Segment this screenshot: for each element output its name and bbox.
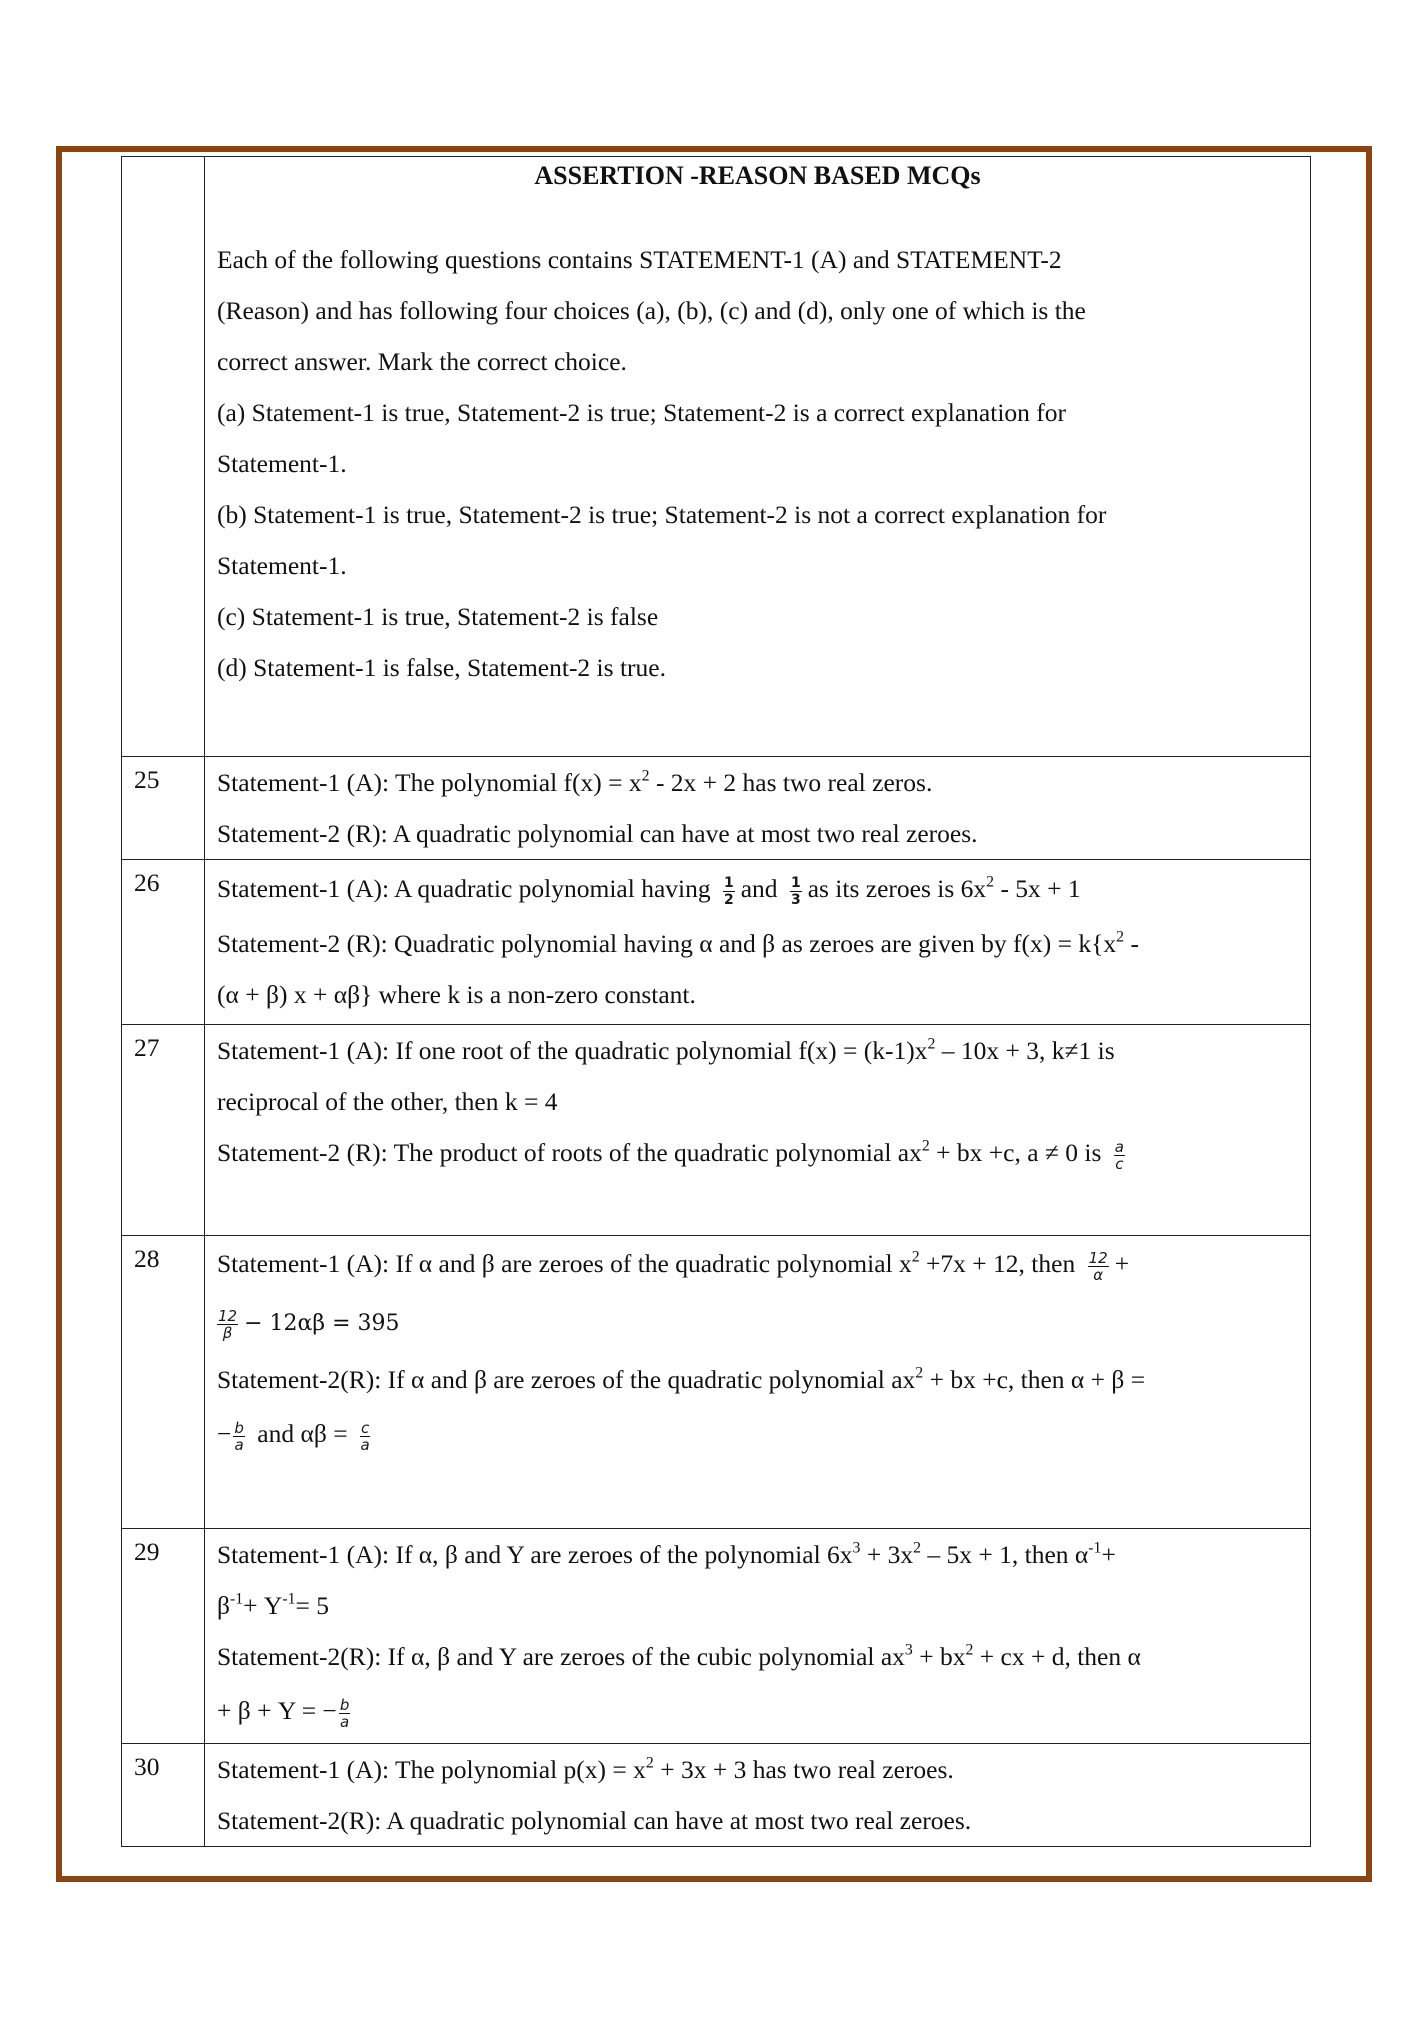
statement-2: Statement-2(R): If α, β and Y are zeroes of the cubic polynomial $ax^3 + bx^2$ + cx + d, then α (217, 1641, 1141, 1671)
statement-1: Statement-1 (A): If α, β and Y are zeroes of the polynomial $6x^3 + 3x^2 - 5x + 1$, then $\alpha^{-1}+$ (217, 1539, 1116, 1569)
question-row-30 (122, 1744, 1311, 1847)
statement-2-cont: − $\frac{b}{a}$ and αβ = $\frac{c}{a}$ (217, 1418, 370, 1454)
question-number: 29 (122, 1529, 205, 1744)
statement-2: Statement-2 (R): Quadratic polynomial having α and β as zeroes are given by $f(x) = k\{x^2$ - (217, 928, 1139, 958)
question-content (205, 860, 1311, 1025)
choice-a-cont: Statement-1. (217, 449, 347, 478)
fraction: $\frac{c}{a}$ (360, 1418, 370, 1454)
instructions-cell (205, 157, 1311, 757)
question-content (205, 1529, 1311, 1744)
intro-line: (Reason) and has following four choices (a), (b), (c) and (d), only one of which is the (217, 296, 1086, 325)
choice-d: (d) Statement-1 is false, Statement-2 is true. (217, 653, 666, 682)
statement-2: Statement-2(R): A quadratic polynomial can have at most two real zeroes. (217, 1806, 972, 1835)
fraction: $\frac{a}{c}$ (1114, 1137, 1124, 1173)
question-row-26 (122, 860, 1311, 1025)
fraction: $\frac{12}{\alpha}$ (1088, 1248, 1108, 1284)
statement-2-cont: + β + Y = − $\frac{b}{a}$ (217, 1695, 350, 1731)
fraction: $\frac{b}{a}$ (234, 1418, 244, 1454)
statement-1-cont: $\beta^{-1}+ Y^{-1}= 5$ (217, 1590, 330, 1620)
instructions-row (122, 157, 1311, 757)
statement-2: Statement-2(R): If α and β are zeroes of the quadratic polynomial $ax^2$ + bx +c, then α + β = (217, 1364, 1146, 1394)
choice-a: (a) Statement-1 is true, Statement-2 is true; Statement-2 is a correct explanation for (217, 398, 1067, 427)
question-content (205, 1236, 1311, 1529)
question-number: 28 (122, 1236, 205, 1529)
choice-b-cont: Statement-1. (217, 551, 347, 580)
page-title: ASSERTION -REASON BASED MCQs (534, 161, 981, 190)
question-row-27 (122, 1025, 1311, 1236)
mcq-table (121, 156, 1311, 1847)
intro-line: correct answer. Mark the correct choice. (217, 347, 627, 376)
statement-1-cont: $\frac{12}{\beta}$ − 12αβ = 395 (218, 1306, 400, 1342)
question-number: 27 (122, 1025, 205, 1236)
question-content (205, 1025, 1311, 1236)
question-content (205, 1744, 1311, 1847)
statement-1: Statement-1 (A): The polynomial $f(x) = x^2 - 2x + 2$ has two real zeros. (217, 767, 933, 797)
question-number: 26 (122, 860, 205, 1025)
question-number: 25 (122, 757, 205, 860)
question-row-29 (122, 1529, 1311, 1744)
fraction: $\frac{1}{3}$ (790, 874, 801, 908)
question-row-28 (122, 1236, 1311, 1529)
statement-2: Statement-2 (R): A quadratic polynomial can have at most two real zeroes. (217, 819, 978, 848)
statement-1: Statement-1 (A): The polynomial $p(x) = x^2 + 3x + 3$ has two real zeroes. (217, 1754, 954, 1784)
statement-1: Statement-1 (A): If α and β are zeroes of the quadratic polynomial $x^2 +7x + 12$, then $\frac{12}{\alpha}$ + (217, 1248, 1130, 1284)
statement-1-cont: reciprocal of the other, then k = 4 (217, 1087, 558, 1116)
fraction: $\frac{12}{\beta}$ (218, 1306, 238, 1342)
fraction: $\frac{1}{2}$ (723, 874, 734, 908)
statement-1: Statement-1 (A): If one root of the quadratic polynomial $f(x) = (k-1)x^2 - 10x + 3$, k≠1 is (217, 1035, 1115, 1065)
question-number: 30 (122, 1744, 205, 1847)
intro-line: Each of the following questions contains STATEMENT-1 (A) and STATEMENT-2 (217, 245, 1062, 274)
question-row-25 (122, 757, 1311, 860)
statement-1: Statement-1 (A): A quadratic polynomial having $\frac{1}{2}$ and $\frac{1}{3}$ as its zeroes is $6x^2 - 5x + 1$ (217, 873, 1081, 908)
choice-b: (b) Statement-1 is true, Statement-2 is true; Statement-2 is not a correct explanation for (217, 500, 1107, 529)
statement-2: Statement-2 (R): The product of roots of the quadratic polynomial $ax^2$ + bx +c, a ≠ 0 is $\frac{a}{c}$ (217, 1137, 1124, 1173)
choice-c: (c) Statement-1 is true, Statement-2 is false (217, 602, 659, 631)
question-content (205, 757, 1311, 860)
number-cell-empty (122, 157, 205, 757)
fraction: $\frac{b}{a}$ (339, 1695, 350, 1731)
statement-2-cont: (α + β) x + αβ} where k is a non-zero constant. (217, 980, 696, 1009)
